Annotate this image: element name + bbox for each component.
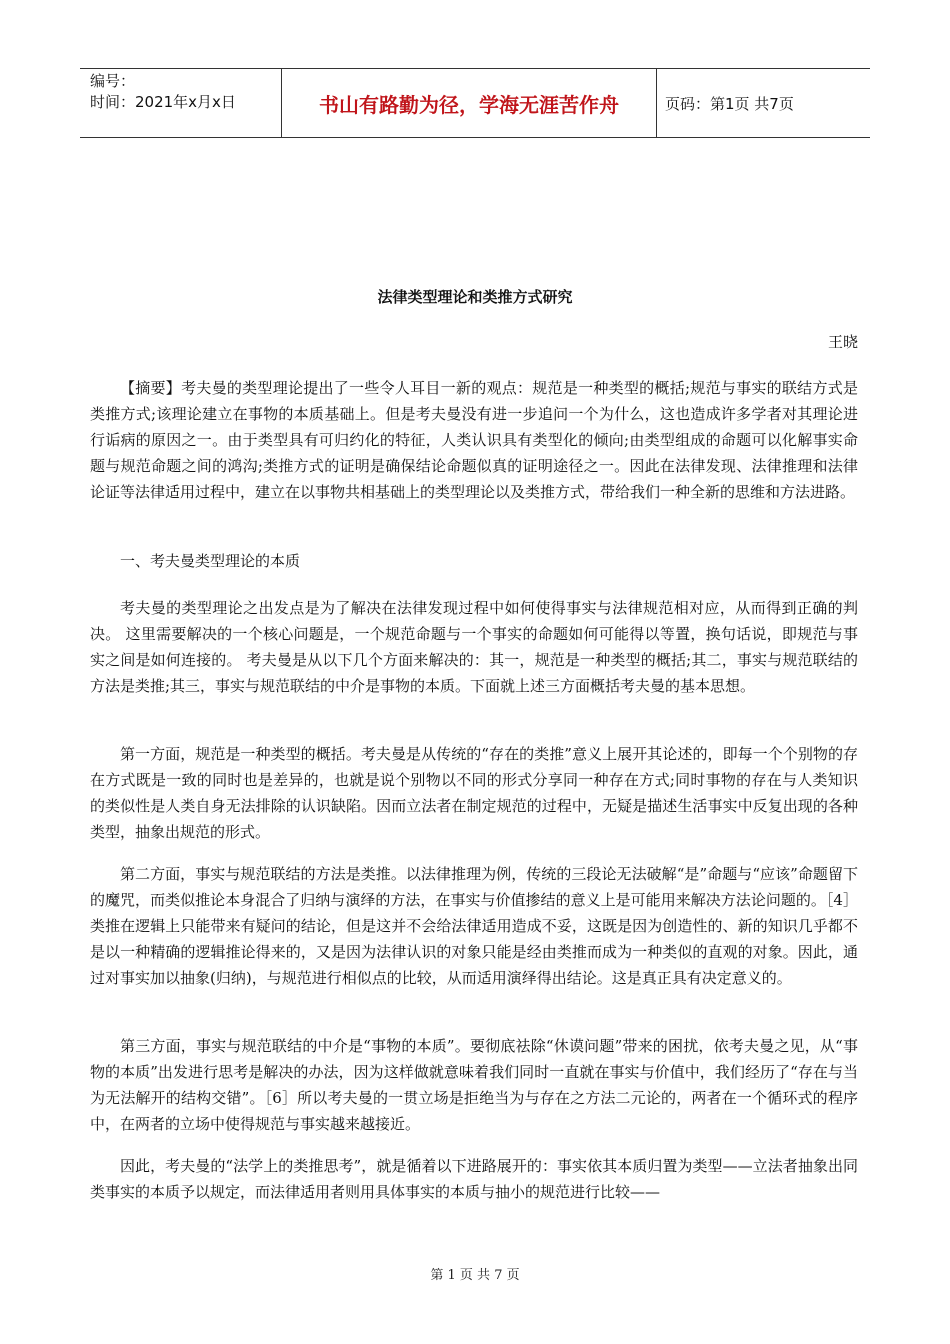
header-page-label: 页码：第1页 共7页 — [665, 94, 794, 113]
document-date-label: 时间：2021年x月x日 — [90, 93, 236, 111]
abstract-block — [90, 375, 858, 505]
document-number-label: 编号： — [90, 72, 136, 90]
article-title: 法律类型理论和类推方式研究 — [377, 288, 573, 306]
section-heading: 一、考夫曼类型理论的本质 — [120, 552, 301, 570]
body-paragraph: 考夫曼的类型理论之出发点是为了解决在法律发现过程中如何使得事实与法律规范相对应，从而得到正确的判决。 这里需要解决的一个核心问题是，一个规范命题与一个事实的命题如何可能得以等置，换句话说，即规范与事实之间是如何连接的。 考夫曼是从以下几个方面来解决的：其一，规范是一种类型的概括;其二，事实与规范联结的方法是类推;其三，事实与规范联结的中介是事物的本质。下面就上述三方面概括考夫曼的基本思想。 — [90, 599, 858, 695]
body-paragraph: 第二方面，事实与规范联结的方法是类推。以法律推理为例，传统的三段论无法破解“是”命题与“应该”命题留下的魔咒，而类似推论本身混合了归纳与演绎的方法，在事实与价值掺结的意义上是可能用来解决方法论问题的。［4］类推在逻辑上只能带来有疑问的结论，但是这并不会给法律适用造成不妥，这既是因为创造性的、新的知识几乎都不是以一种精确的逻辑推论得来的，又是因为法律认识的对象只能是经由类推而成为一种类似的直观的对象。因此，通过对事实加以抽象(归纳)，与规范进行相似点的比较，从而适用演绎得出结论。这是真正具有决定意义的。 — [90, 865, 858, 987]
abstract-paragraph: 【摘要】考夫曼的类型理论提出了一些令人耳目一新的观点：规范是一种类型的概括;规范与事实的联结方式是类推方式;该理论建立在事物的本质基础上。但是考夫曼没有进一步追问一个为什么，这也造成许多学者对其理论进行诟病的原因之一。由于类型具有可归约化的特征，人类认识具有类型化的倾向;由类型组成的命题可以化解事实命题与规范命题之间的鸿沟;类推方式的证明是确保结论命题似真的证明途径之一。因此在法律发现、法律推理和法律论证等法律适用过程中，建立在以事物共相基础上的类型理论以及类推方式，带给我们一种全新的思维和方法进路。 — [90, 379, 858, 501]
article-author: 王晓 — [827, 333, 858, 351]
header-meta — [80, 69, 282, 137]
body-paragraph-block — [90, 1033, 858, 1137]
section-heading-block — [90, 548, 858, 574]
body-paragraph-block — [90, 595, 858, 699]
body-paragraph-block — [90, 741, 858, 845]
page-header — [80, 68, 870, 138]
body-paragraph-block — [90, 861, 858, 991]
body-paragraph: 第一方面，规范是一种类型的概括。考夫曼是从传统的“存在的类推”意义上展开其论述的，即每一个个别物的存在方式既是一致的同时也是差异的，也就是说个别物以不同的形式分享同一种存在方式;同时事物的存在与人类知识的类似性是人类自身无法排除的认识缺陷。因而立法者在制定规范的过程中，无疑是描述生活事实中反复出现的各种类型，抽象出规范的形式。 — [90, 745, 858, 841]
body-paragraph: 第三方面，事实与规范联结的中介是“事物的本质”。要彻底祛除“休谟问题”带来的困扰，依考夫曼之见，从“事物的本质”出发进行思考是解决的办法，因为这样做就意味着我们同时一直就在事实与价值中，我们经历了“存在与当为无法解开的结构交错”。［6］所以考夫曼的一贯立场是拒绝当为与存在之方法二元论的，两者在一个循环式的程序中，在两者的立场中使得规范与事实越来越接近。 — [90, 1037, 858, 1133]
body-paragraph: 因此，考夫曼的“法学上的类推思考”，就是循着以下进路展开的：事实依其本质归置为类型——立法者抽象出同类事实的本质予以规定，而法律适用者则用具体事实的本质与抽小的规范进行比较—— — [90, 1157, 858, 1201]
header-motto: 书山有路勤为径，学海无涯苦作舟 — [282, 69, 657, 137]
page-footer: 第 1 页 共 7 页 — [430, 1268, 520, 1283]
body-paragraph-block — [90, 1153, 858, 1205]
